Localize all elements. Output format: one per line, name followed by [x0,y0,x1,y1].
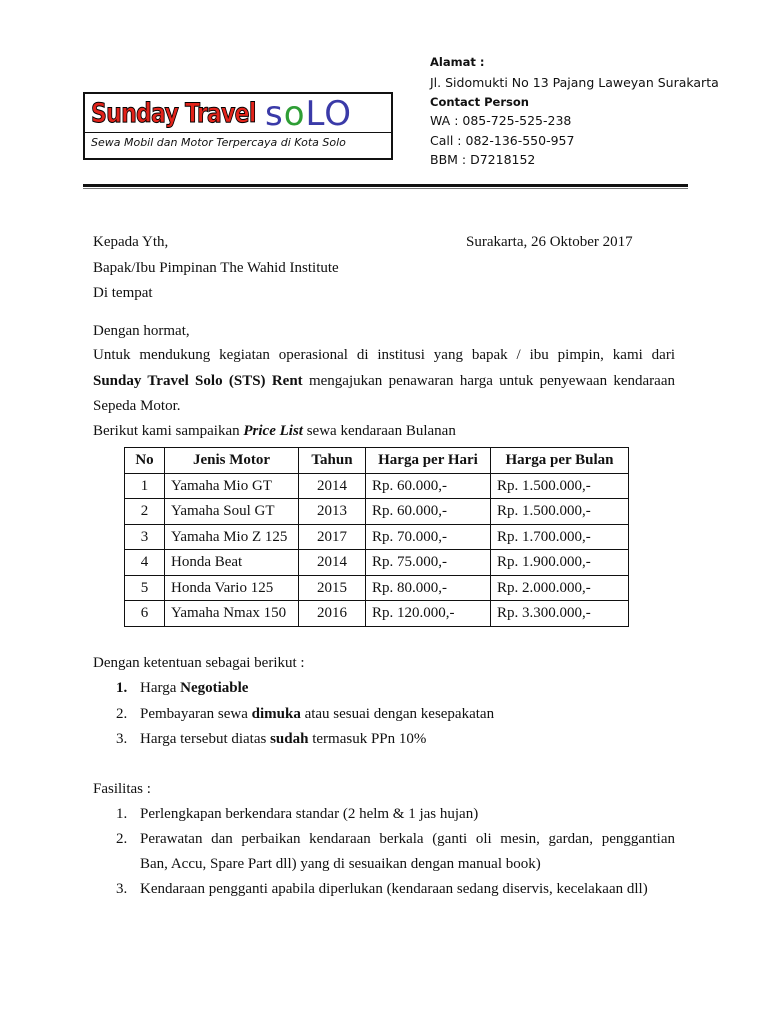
recipient-line-2: Bapak/Ibu Pimpinan The Wahid Institute [93,260,339,276]
cell-harga-bulan: Rp. 1.700.000,- [491,524,629,550]
cell-no: 5 [125,575,165,601]
terms-item-number: 1. [116,680,128,696]
cell-jenis-motor: Honda Beat [165,550,299,576]
cell-harga-bulan: Rp. 3.300.000,- [491,601,629,627]
tagline-divider [85,132,391,133]
paragraph-line-3: Sepeda Motor. [93,398,181,414]
company-logo [83,92,393,160]
table-row [125,499,629,525]
facility-item [116,879,648,899]
terms-intro: Dengan ketentuan sebagai berikut : [93,655,305,671]
paragraph-line-2-text: mengajukan penawaran harga untuk penyewaan kendaraan [302,373,675,389]
cell-jenis-motor: Yamaha Soul GT [165,499,299,525]
cell-harga-bulan: Rp. 1.900.000,- [491,550,629,576]
letter-date: Surakarta, 26 Oktober 2017 [466,234,633,250]
facility-item-number: 3. [116,881,128,897]
terms-item-bold: sudah [270,731,309,747]
col-header-tahun: Tahun [299,448,366,474]
brand-solo-rest: LO [305,94,353,134]
facility-item [116,829,675,849]
pricelist-bold: Price List [243,423,303,439]
cell-harga-hari: Rp. 60.000,- [366,499,491,525]
cell-jenis-motor: Yamaha Mio GT [165,473,299,499]
table-header-row [125,448,629,474]
cell-jenis-motor: Yamaha Mio Z 125 [165,524,299,550]
cell-no: 6 [125,601,165,627]
table-row [125,473,629,499]
col-header-jenis-motor: Jenis Motor [165,448,299,474]
price-table [124,447,629,627]
cell-harga-bulan: Rp. 1.500.000,- [491,499,629,525]
contact-label: Contact Person [430,95,529,109]
facility-item-number: 1. [116,806,128,822]
table-row [125,550,629,576]
facility-item-text: Kendaraan pengganti apabila diperlukan (kendaraan sedang diservis, kecelakaan dll) [140,881,648,897]
recipient-line-1: Kepada Yth, [93,234,169,250]
pricelist-post: sewa kendaraan Bulanan [302,423,456,439]
contact-wa: WA : 085-725-525-238 [430,113,572,128]
table-row [125,601,629,627]
terms-item-text-post: termasuk PPn 10% [308,731,427,747]
header-divider-thin [83,188,688,189]
terms-item-bold: dimuka [251,706,301,722]
cell-harga-hari: Rp. 120.000,- [366,601,491,627]
paragraph-line-1: Untuk mendukung kegiatan operasional di institusi yang bapak / ibu pimpin, kami dari [93,347,675,363]
facility-item-number: 2. [116,831,128,847]
terms-item-text-post: atau sesuai dengan kesepakatan [300,706,495,722]
cell-harga-hari: Rp. 75.000,- [366,550,491,576]
facility-item-continuation: Ban, Accu, Spare Part dll) yang di sesuaikan dengan manual book) [140,856,541,872]
brand-solo-wordmark [265,94,352,134]
terms-item-bold: Negotiable [180,680,249,696]
cell-tahun: 2013 [299,499,366,525]
pricelist-intro [93,421,456,441]
terms-item-text: Harga tersebut diatas [140,731,271,747]
cell-harga-hari: Rp. 60.000,- [366,473,491,499]
terms-item [116,704,494,724]
brand-solo-s: s [265,94,284,134]
cell-no: 4 [125,550,165,576]
col-header-harga-hari: Harga per Hari [366,448,491,474]
cell-no: 3 [125,524,165,550]
recipient-line-3: Di tempat [93,285,153,301]
brand-name: Sunday Travel [91,98,256,129]
terms-item-text: Harga [140,680,181,696]
contact-call: Call : 082-136-550-957 [430,133,575,148]
contact-bbm: BBM : D7218152 [430,152,536,167]
address: Jl. Sidomukti No 13 Pajang Laweyan Surakarta [430,75,719,90]
greeting: Dengan hormat, [93,323,190,339]
terms-item [116,678,248,698]
cell-tahun: 2016 [299,601,366,627]
facility-item-text: Perlengkapan berkendara standar (2 helm & 1 jas hujan) [140,806,479,822]
facility-item [116,804,478,824]
tagline: Sewa Mobil dan Motor Terpercaya di Kota Solo [91,136,346,149]
cell-tahun: 2015 [299,575,366,601]
cell-jenis-motor: Yamaha Nmax 150 [165,601,299,627]
table-row [125,575,629,601]
cell-tahun: 2017 [299,524,366,550]
pricelist-pre: Berikut kami sampaikan [93,423,244,439]
cell-harga-bulan: Rp. 1.500.000,- [491,473,629,499]
paragraph-line-2 [93,371,675,391]
address-label: Alamat : [430,55,485,69]
terms-item-text: Pembayaran sewa [140,706,252,722]
cell-no: 1 [125,473,165,499]
table-row [125,524,629,550]
facilities-intro: Fasilitas : [93,781,151,797]
cell-no: 2 [125,499,165,525]
col-header-harga-bulan: Harga per Bulan [491,448,629,474]
company-name-bold: Sunday Travel Solo (STS) Rent [93,373,303,389]
terms-item-number: 3. [116,731,128,747]
cell-tahun: 2014 [299,550,366,576]
cell-harga-hari: Rp. 70.000,- [366,524,491,550]
cell-harga-bulan: Rp. 2.000.000,- [491,575,629,601]
col-header-no: No [125,448,165,474]
header-divider [83,184,688,187]
terms-item-number: 2. [116,706,128,722]
facility-item-text: Perawatan dan perbaikan kendaraan berkala (ganti oli mesin, gardan, penggantian [140,831,675,847]
terms-item [116,729,426,749]
brand-solo-o: o [283,94,306,134]
cell-harga-hari: Rp. 80.000,- [366,575,491,601]
cell-tahun: 2014 [299,473,366,499]
cell-jenis-motor: Honda Vario 125 [165,575,299,601]
